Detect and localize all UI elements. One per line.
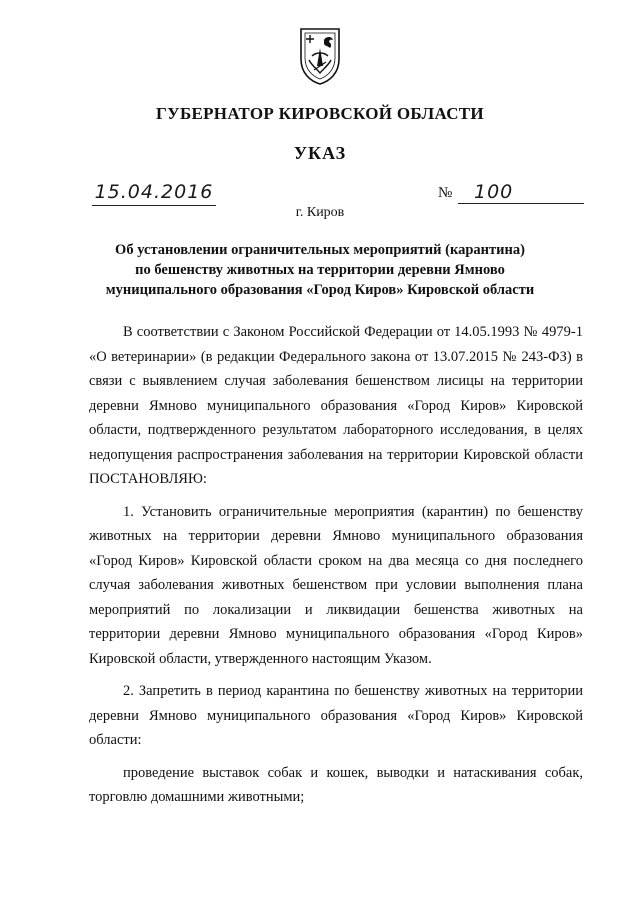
issuing-authority: ГУБЕРНАТОР КИРОВСКОЙ ОБЛАСТИ <box>156 104 484 123</box>
clause-2-paragraph: 2. Запретить в период карантина по бешенству животных на территории деревни Ямново муниципального образования «Город Киров» Кировской области: <box>89 683 583 748</box>
document-type: УКАЗ <box>293 143 347 163</box>
clause-2-item-paragraph: проведение выставок собак и кошек, выводки и натаскивания собак, торговлю домашними животными; <box>89 764 583 805</box>
preamble-paragraph: В соответствии с Законом Российской Федерации от 14.05.1993 № 4979-1 «О ветеринарии» (в редакции Федерального закона от 13.07.2015 № 243-ФЗ) в связи с выявлением случая заболевания бешенством лисицы на территории деревни Ямново муниципального образования «Город Киров» Кировской области, подтвержденного результатом лабораторного исследования, в целях недопущения распространения заболевания на территории Кировской области ПОСТАНОВЛЯЮ: <box>89 324 583 487</box>
document-number-field <box>438 181 584 205</box>
title-line: муниципального образования «Город Киров» Кировской области <box>105 282 535 298</box>
clause-1-paragraph: 1. Установить ограничительные мероприятия (карантин) по бешенству животных на территории деревни Ямново муниципального образования «Город Киров» Кировской области сроком на два месяца со дня последнего случая заболевания животных бешенством при условии выполнения плана мероприятий по локализации и ликвидации бешенства животных на территории деревни Ямново муниципального образования «Город Киров» Кировской области, утвержденного настоящим Указом. <box>89 503 583 667</box>
document-date: 15.04.2016 <box>94 181 214 203</box>
document-number: 100 <box>474 181 514 203</box>
number-sign: № <box>438 185 453 201</box>
document-date-field <box>92 181 216 206</box>
document-title <box>60 240 580 300</box>
title-line: по бешенству животных на территории деревни Ямново <box>135 262 505 278</box>
document-city: г. Киров <box>295 205 345 220</box>
document-body <box>89 320 583 810</box>
title-line: Об установлении ограничительных мероприятий (карантина) <box>115 242 525 258</box>
coat-of-arms-icon <box>298 26 342 86</box>
number-underline <box>458 181 584 204</box>
